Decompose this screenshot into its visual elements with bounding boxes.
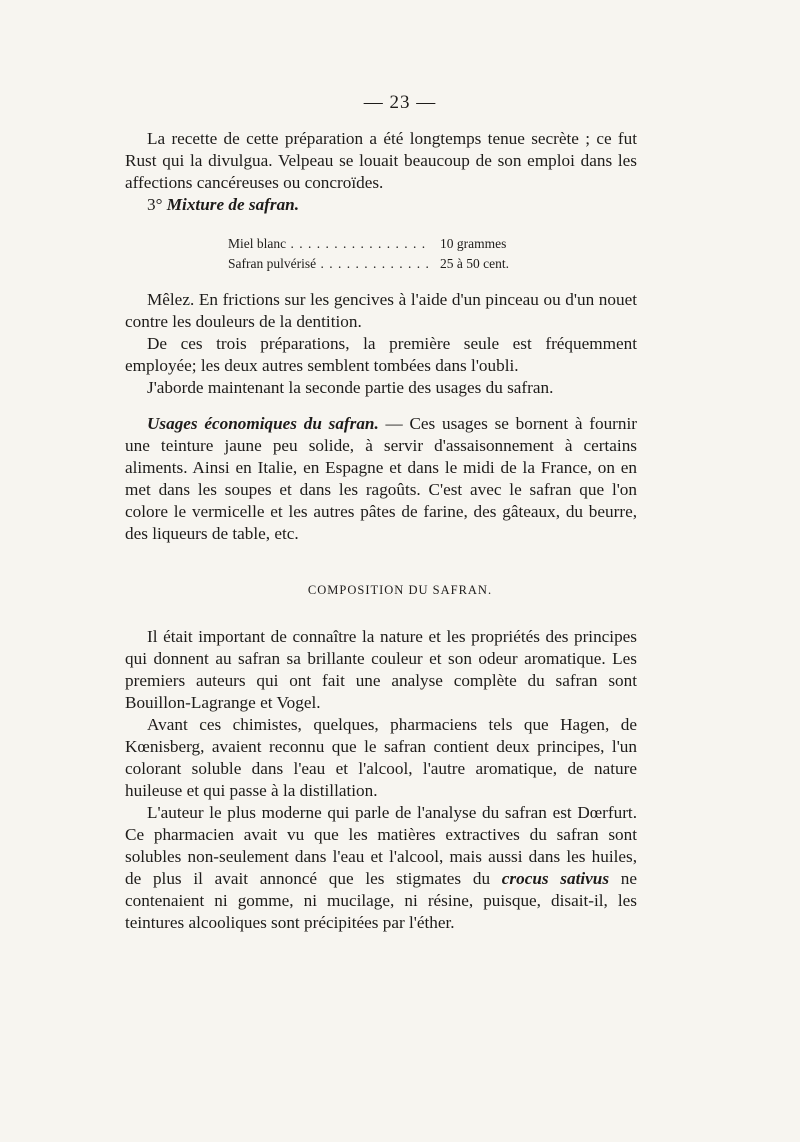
paragraph <box>125 413 637 545</box>
paragraph: De ces trois préparations, la première seule est fréquemment employée; les deux autres semblent tombées dans l'oubli. <box>125 334 637 375</box>
mixture-title: Mixture de safran. <box>166 195 300 214</box>
page-number: — 23 — <box>363 92 437 113</box>
paragraph: Il était important de connaître la nature et les propriétés des principes qui donnent au safran sa brillante couleur et son odeur aromatique. Les premiers auteurs qui ont fait une analyse complète du safran sont Bouillon-Lagrange et Vogel. <box>125 627 637 712</box>
text-block-usage <box>125 289 637 545</box>
recipe-row <box>228 254 509 274</box>
mixture-heading <box>125 194 637 216</box>
recipe-ingredient: Miel blanc . . . <box>228 234 428 254</box>
paragraph: J'aborde maintenant la seconde partie des usages du safran. <box>147 378 554 397</box>
text-block-composition <box>125 626 637 934</box>
section-heading: COMPOSITION DU SAFRAN. <box>307 583 493 597</box>
mixture-number: 3° <box>147 195 163 214</box>
species-name: crocus sativus <box>501 869 610 888</box>
recipe-list <box>228 234 509 274</box>
paragraph-part: L'auteur le plus moderne qui parle de l'analyse du safran est Dœrfurt. Ce pharmacien avait vu que les matières extractives du safran sont solubles non-seulement dans l'eau et l'alcool, mais aussi dans les huiles, de plus il avait annoncé que les stigmates du <box>125 803 637 888</box>
recipe-ingredient: Safran pulvérisé . . . <box>228 254 428 274</box>
recipe-quantity: 25 à 50 cent. <box>440 256 509 271</box>
paragraph-part: ne contenaient ni gomme, ni mucilage, ni résine, puisque, disait-il, les teintures alcooliques sont précipitées par l'éther. <box>125 869 637 932</box>
recipe-row <box>228 234 509 254</box>
paragraph-rest: — Ces usages se bornent à fournir une teinture jaune peu solide, à servir d'assaisonnement à certains aliments. Ainsi en Italie, en Espagne et dans le midi de la France, on en met dans les soupes et dans les ragoûts. C'est avec le safran que l'on colore le vermicelle et les autres pâtes de farine, des gâteaux, du beurre, des liqueurs de table, etc. <box>125 414 637 543</box>
paragraph: Mêlez. En frictions sur les gencives à l'aide d'un pinceau ou d'un nouet contre les douleurs de la dentition. <box>125 290 637 331</box>
paragraph: La recette de cette préparation a été longtemps tenue secrète ; ce fut Rust qui la divulgua. Velpeau se louait beaucoup de son emploi dans les affections cancéreuses ou concroïdes. <box>125 129 637 192</box>
paragraph-lead: Usages économiques du safran. <box>147 414 379 433</box>
paragraph <box>125 802 637 934</box>
paragraph: Avant ces chimistes, quelques, pharmaciens tels que Hagen, de Kœnisberg, avaient reconnu que le safran contient deux principes, l'un colorant soluble dans l'eau et l'alcool, l'autre aromatique, de nature huileuse et qui passe à la distillation. <box>125 715 637 800</box>
text-block-intro <box>125 128 637 216</box>
recipe-quantity: 10 grammes <box>440 236 507 251</box>
